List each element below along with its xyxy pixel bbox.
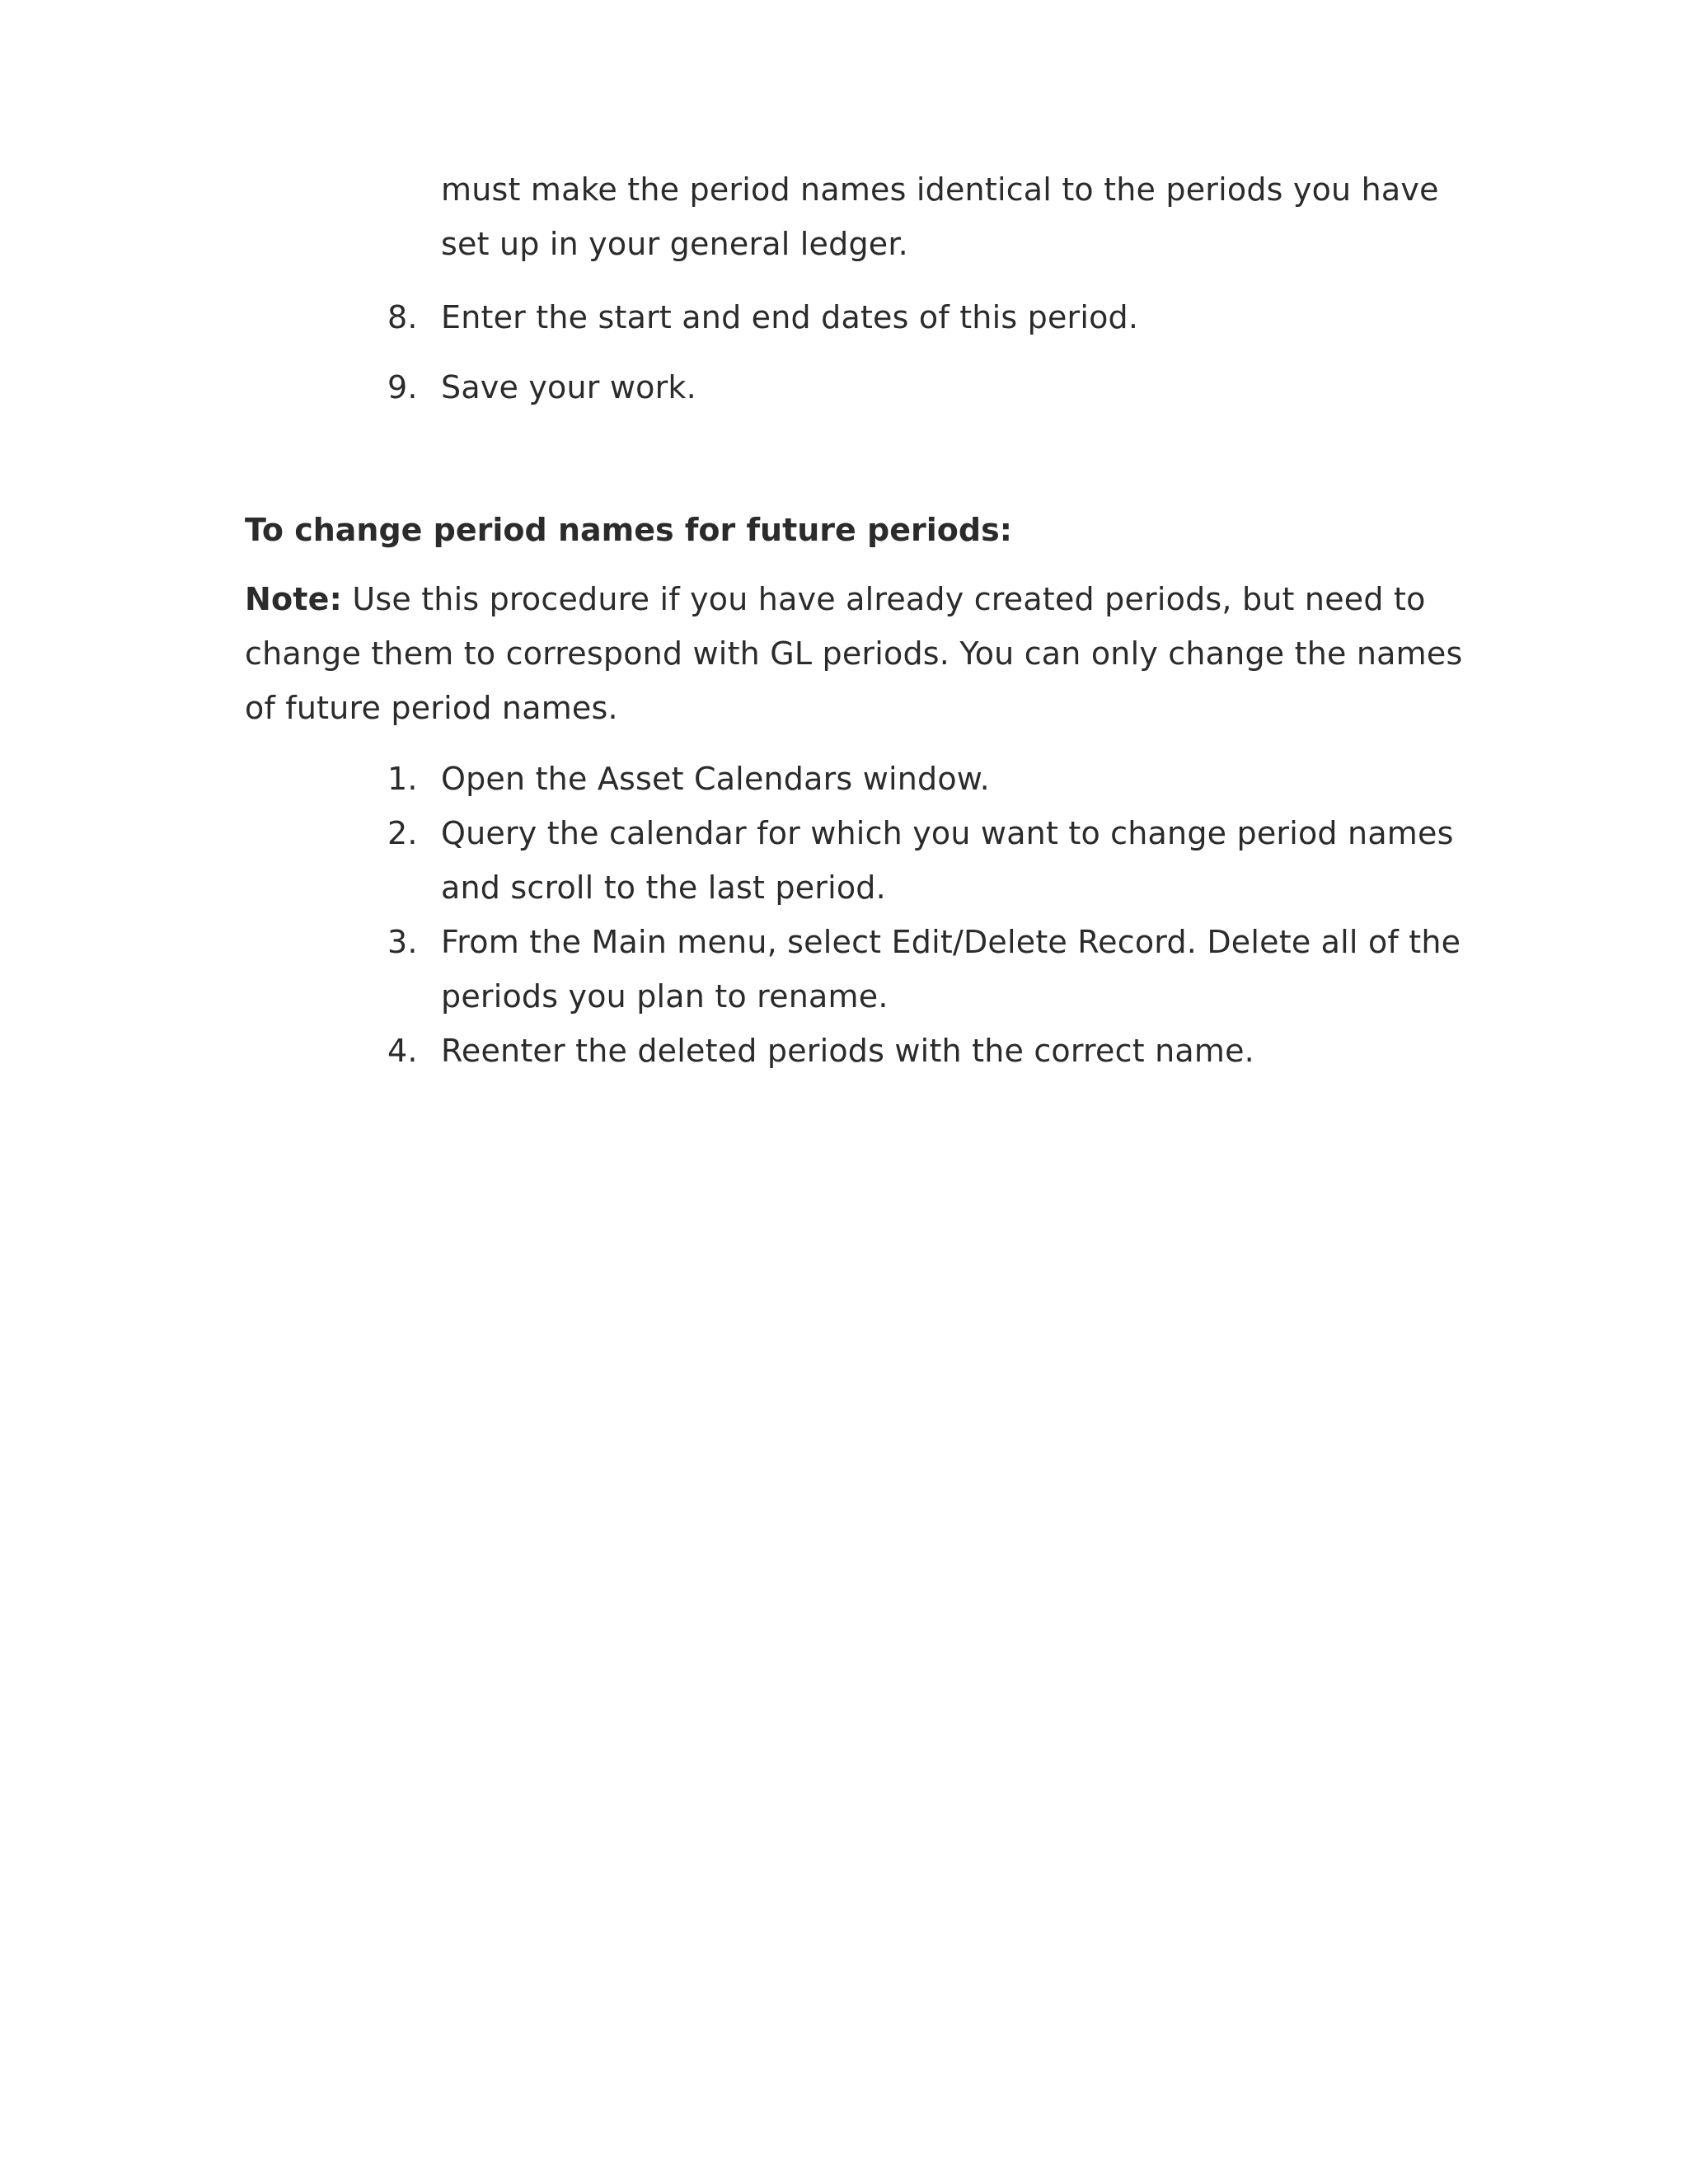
list-item-text: Save your work. <box>441 369 696 405</box>
note-label: Note: <box>245 581 343 617</box>
numbered-list-bottom <box>387 752 1461 1078</box>
list-item <box>387 915 1461 1024</box>
list-item <box>387 1024 1461 1078</box>
list-item <box>387 360 1138 415</box>
list-item <box>387 752 1461 806</box>
paragraph-line: set up in your general ledger. <box>441 226 908 262</box>
list-item-text <box>441 915 1461 1024</box>
list-number: 3. <box>387 924 418 960</box>
section-heading: To change period names for future periods: <box>245 512 1012 548</box>
list-item-line: and scroll to the last period. <box>441 869 886 906</box>
note-line: change them to correspond with GL periods. You can only change the names <box>245 635 1463 672</box>
list-item <box>387 806 1461 915</box>
list-item-text: Open the Asset Calendars window. <box>441 761 990 797</box>
note-text: Use this procedure if you have already created periods, but need to <box>342 581 1426 617</box>
list-number: 2. <box>387 815 418 851</box>
list-item-line: Query the calendar for which you want to change period names <box>441 815 1454 851</box>
list-number: 9. <box>387 369 418 405</box>
list-number: 1. <box>387 761 418 797</box>
list-item <box>387 290 1138 344</box>
list-item-text: Enter the start and end dates of this period. <box>441 299 1139 335</box>
list-item-text: Reenter the deleted periods with the correct name. <box>441 1033 1254 1069</box>
paragraph-line: must make the period names identical to the periods you have <box>441 171 1439 208</box>
list-item-line: periods you plan to rename. <box>441 978 889 1015</box>
list-number: 4. <box>387 1033 418 1069</box>
note-line: of future period names. <box>245 690 618 726</box>
numbered-list-top <box>387 290 1138 430</box>
note-paragraph <box>245 572 1462 735</box>
list-number: 8. <box>387 299 418 335</box>
list-item-line: From the Main menu, select Edit/Delete Record. Delete all of the <box>441 924 1461 960</box>
list-item-text <box>441 806 1454 915</box>
continued-paragraph <box>441 162 1439 271</box>
note-line <box>245 572 1462 626</box>
